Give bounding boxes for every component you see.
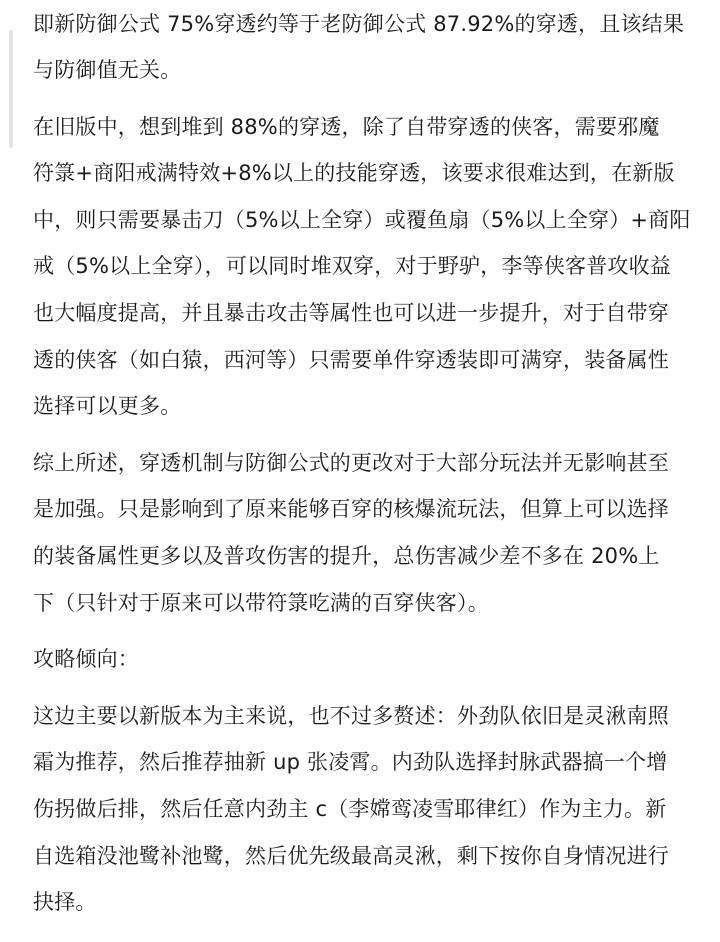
paragraph-old-vs-new-version xyxy=(33,104,697,430)
text-line: 的装备属性更多以及普攻伤害的提升，总伤害减少差不多在 20%上 xyxy=(33,544,660,569)
text-line: 与防御值无关。 xyxy=(33,58,182,83)
text-line: 自选箱没池鹭补池鹭，然后优先级最高灵湫，剩下按你自身情况进行 xyxy=(33,843,669,868)
text-line: 透的侠客（如白猿，西河等）只需要单件穿透装即可满穿，装备属性 xyxy=(33,347,669,372)
text-line: 即新防御公式 75%穿透约等于老防御公式 87.92%的穿透，且该结果 xyxy=(33,11,685,36)
text-line: 抉择。 xyxy=(33,890,97,915)
text-line: 是加强。只是影响到了原来能够百穿的核爆流玩法，但算上可以选择 xyxy=(33,497,669,522)
text-line: 下（只针对于原来可以带符箓吃满的百穿侠客）。 xyxy=(33,590,489,615)
text-line: 选择可以更多。 xyxy=(33,394,182,419)
paragraph-strategy-details xyxy=(33,693,697,926)
paragraph-penetration-summary xyxy=(33,1,697,94)
article-body xyxy=(33,0,697,926)
scroll-indicator[interactable] xyxy=(9,30,13,148)
text-line: 霜为推荐，然后推荐抽新 up 张凌霄。内劲队选择封脉武器搞一个增 xyxy=(33,750,668,775)
paragraph-conclusion xyxy=(33,440,697,626)
text-line: 在旧版中，想到堆到 88%的穿透，除了自带穿透的侠客，需要邪魔 xyxy=(33,114,660,139)
text-line: 中，则只需要暴击刀（5%以上全穿）或覆鱼扇（5%以上全穿）+商阳 xyxy=(33,207,691,232)
text-line: 也大幅度提高，并且暴击攻击等属性也可以进一步提升，对于自带穿 xyxy=(33,301,669,326)
text-line: 伤拐做后排，然后任意内劲主 c（李嫦鸾凌雪耶律红）作为主力。新 xyxy=(33,797,667,821)
text-line: 戒（5%以上全穿），可以同时堆双穿，对于野驴，李等侠客普攻收益 xyxy=(33,254,672,279)
text-line: 这边主要以新版本为主来说，也不过多赘述：外劲队依旧是灵湫南照 xyxy=(33,703,669,728)
text-line: 综上所述，穿透机制与防御公式的更改对于大部分玩法并无影响甚至 xyxy=(33,450,669,475)
text-line: 符箓+商阳戒满特效+8%以上的技能穿透，该要求很难达到，在新版 xyxy=(33,161,675,186)
section-heading: 攻略倾向： xyxy=(33,647,139,672)
section-heading-strategy xyxy=(33,636,697,683)
